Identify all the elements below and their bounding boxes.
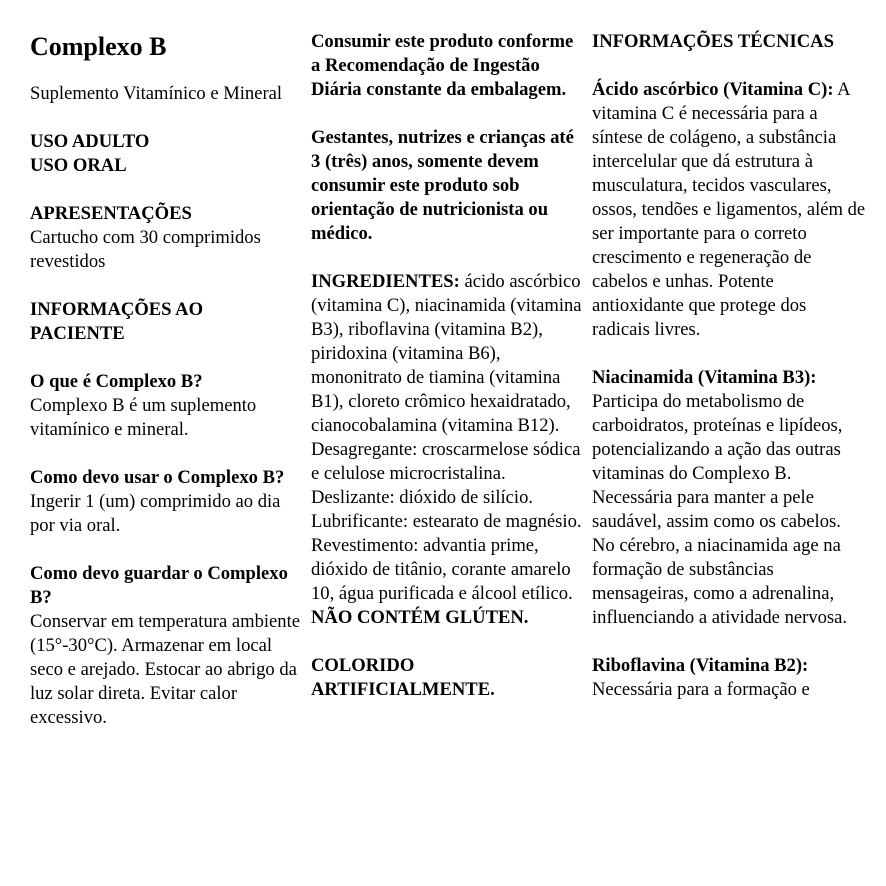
column-3 <box>592 30 867 702</box>
ingredients-paragraph <box>311 270 583 606</box>
faq-answer: Complexo B é um suplemento vitamínico e mineral. <box>30 395 257 440</box>
uso-oral-label: USO ORAL <box>30 155 127 176</box>
gluten-notice: NÃO CONTÉM GLÚTEN. <box>311 607 529 628</box>
faq-question: O que é Complexo B? <box>30 371 203 392</box>
colorant-notice: COLORIDO ARTIFICIALMENTE. <box>311 655 495 700</box>
vitamin-b2-section <box>592 654 867 702</box>
usage-block <box>30 130 300 178</box>
consumption-instruction: Consumir este produto conforme a Recomendação de Ingestão Diária constante da embalagem. <box>311 31 574 100</box>
document-title: Complexo B <box>30 32 167 61</box>
subtitle: Suplemento Vitamínico e Mineral <box>30 83 283 104</box>
faq-item-storage <box>30 562 300 730</box>
vitamin-b3-text: Participa do metabolismo de carboidratos, proteínas e lipídeos, potencializando a ação das outras vitaminas do Complexo B. Necessária para manter a pele saudável, assim como os cabelos. No cérebro, a niacinamida age na formação de substâncias mensageiras, como a adrenalina, influenciando a atividade nervosa. <box>592 391 848 628</box>
presentation-heading: APRESENTAÇÕES <box>30 203 192 224</box>
faq-question: Como devo usar o Complexo B? <box>30 467 285 488</box>
technical-info-heading: INFORMAÇÕES TÉCNICAS <box>592 31 834 52</box>
patient-info-heading: INFORMAÇÕES AO PACIENTE <box>30 299 204 344</box>
faq-item-how-to-use <box>30 466 300 538</box>
vitamin-c-label: Ácido ascórbico (Vitamina C): <box>592 79 834 100</box>
pregnancy-warning: Gestantes, nutrizes e crianças até 3 (três) anos, somente devem consumir este produto sob orientação de nutricionista ou médico. <box>311 127 574 244</box>
vitamin-b3-section <box>592 366 867 630</box>
faq-item-what-is <box>30 370 300 442</box>
vitamin-c-text: A vitamina C é necessária para a síntese de colágeno, a substância intercelular que dá estrutura à musculatura, tecidos vasculares, ossos, tendões e ligamentos, além de ser importante para o correto crescimento e regeneração de cabelos e unhas. Potente antioxidante que protege dos radicais livres. <box>592 79 866 340</box>
vitamin-b2-label: Riboflavina (Vitamina B2): <box>592 655 809 676</box>
ingredients-label: INGREDIENTES: <box>311 271 460 292</box>
faq-answer: Conservar em temperatura ambiente (15°-30°C). Armazenar em local seco e arejado. Estocar ao abrigo da luz solar direta. Evitar calor excessivo. <box>30 611 301 728</box>
ingredients-text: ácido ascórbico (vitamina C), niacinamida (vitamina B3), riboflavina (vitamina B2), piridoxina (vitamina B6), mononitrato de tiamina (vitamina B1), cloreto crômico hexaidratado, cianocobalamina (vitamina B12). Desagregante: croscarmelose sódica e celulose microcristalina. Deslizante: dióxido de silício. Lubrificante: estearato de magnésio. Revestimento: advantia prime, dióxido de titânio, corante amarelo 10, água purificada e álcool etílico. <box>311 271 582 604</box>
faq-answer: Ingerir 1 (um) comprimido ao dia por via oral. <box>30 491 281 536</box>
presentation-section <box>30 202 300 274</box>
faq-question: Como devo guardar o Complexo B? <box>30 563 288 608</box>
uso-adulto-label: USO ADULTO <box>30 131 150 152</box>
column-1 <box>30 30 300 730</box>
vitamin-b2-text: Necessária para a formação e <box>592 679 810 700</box>
column-2 <box>311 30 583 702</box>
presentation-text: Cartucho com 30 comprimidos revestidos <box>30 227 261 272</box>
vitamin-c-paragraph <box>592 78 867 342</box>
vitamin-b3-label: Niacinamida (Vitamina B3): <box>592 367 817 388</box>
